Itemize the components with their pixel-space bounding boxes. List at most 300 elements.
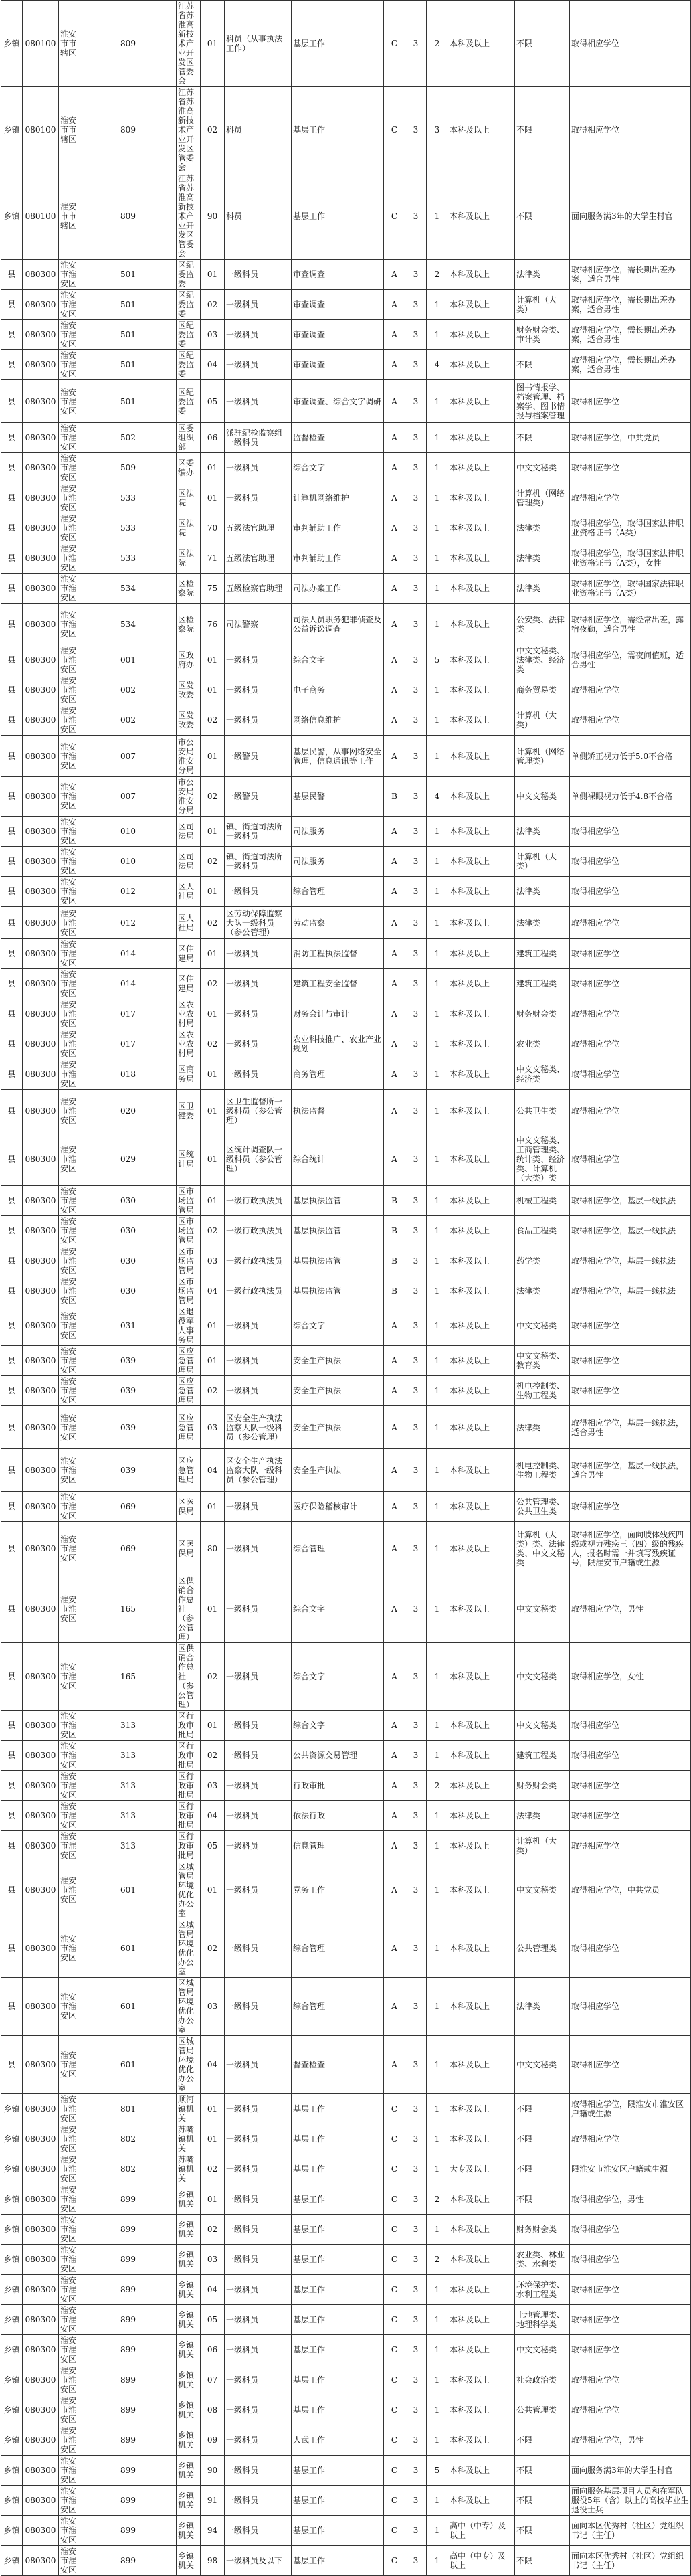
cell-region: 淮安市淮安区 [59, 1059, 80, 1090]
cell-region: 淮安市市辖区 [59, 1, 80, 87]
cell-education: 本科及以上 [448, 1711, 515, 1741]
cell-count: 1 [427, 1449, 448, 1492]
cell-post: 一级科员 [225, 645, 292, 675]
table-row [1, 320, 691, 350]
cell-category: A [384, 969, 405, 999]
cell-post: 一级科员 [225, 1059, 292, 1090]
cell-ratio: 3 [405, 423, 427, 453]
cell-ratio: 3 [405, 2516, 427, 2546]
cell-major: 法律类 [515, 877, 570, 907]
table-row [1, 847, 691, 877]
cell-ratio: 3 [405, 1801, 427, 1831]
cell-unit-code: 313 [80, 1771, 177, 1801]
cell-level: 乡镇 [1, 2335, 23, 2365]
cell-level: 乡镇 [1, 2546, 23, 2576]
cell-ratio: 3 [405, 939, 427, 969]
cell-unit-code: 809 [80, 173, 177, 260]
cell-region: 淮安市淮安区 [59, 645, 80, 675]
cell-count: 1 [427, 675, 448, 705]
cell-education: 本科及以上 [448, 999, 515, 1029]
cell-level: 县 [1, 260, 23, 290]
cell-major: 中文文秘类 [515, 453, 570, 483]
cell-category: C [384, 2335, 405, 2365]
cell-post-code: 75 [201, 574, 225, 604]
cell-major: 中文文秘类 [515, 1643, 570, 1711]
cell-region-code: 080300 [23, 1861, 59, 1919]
cell-region: 淮安市淮安区 [59, 675, 80, 705]
cell-post-code: 05 [201, 380, 225, 423]
cell-education: 本科及以上 [448, 2036, 515, 2094]
cell-level: 县 [1, 1406, 23, 1449]
cell-region-code: 080300 [23, 1276, 59, 1306]
cell-unit-code: 165 [80, 1575, 177, 1643]
cell-post: 科员（从事执法工作） [225, 1, 292, 87]
cell-count: 1 [427, 1978, 448, 2036]
cell-unit: 区纪委监委 [177, 350, 201, 380]
cell-education: 本科及以上 [448, 1306, 515, 1346]
cell-category: C [384, 2154, 405, 2184]
cell-duty: 司法办案工作 [292, 574, 384, 604]
cell-duty: 综合文字 [292, 453, 384, 483]
cell-requirement: 取得相应学位，取得国家法律职业资格证书（A类） [570, 513, 691, 543]
cell-duty: 基层工作 [292, 2215, 384, 2245]
cell-duty: 审查调查 [292, 350, 384, 380]
cell-major: 法律类 [515, 1801, 570, 1831]
cell-category: A [384, 1801, 405, 1831]
cell-requirement: 取得相应学位，取得国家法律职业资格证书（A类） [570, 574, 691, 604]
cell-ratio: 3 [405, 736, 427, 777]
cell-region: 淮安市淮安区 [59, 999, 80, 1029]
cell-category: C [384, 2305, 405, 2335]
cell-post: 区安全生产执法监察大队一级科员（参公管理） [225, 1449, 292, 1492]
cell-region-code: 080300 [23, 320, 59, 350]
cell-ratio: 3 [405, 1406, 427, 1449]
cell-count: 2 [427, 1771, 448, 1801]
cell-count: 5 [427, 645, 448, 675]
cell-region: 淮安市淮安区 [59, 604, 80, 645]
cell-post: 一级科员 [225, 2184, 292, 2215]
cell-education: 大专及以上 [448, 2154, 515, 2184]
cell-duty: 综合管理 [292, 1978, 384, 2036]
cell-post-code: 01 [201, 1306, 225, 1346]
table-row [1, 1132, 691, 1186]
cell-education: 本科及以上 [448, 1449, 515, 1492]
cell-duty: 基层工作 [292, 87, 384, 173]
cell-unit-code: 601 [80, 1978, 177, 2036]
cell-ratio: 3 [405, 2365, 427, 2395]
cell-region-code: 080300 [23, 2215, 59, 2245]
cell-level: 县 [1, 423, 23, 453]
cell-category: A [384, 939, 405, 969]
cell-post: 一级警员 [225, 777, 292, 817]
cell-education: 本科及以上 [448, 777, 515, 817]
cell-count: 1 [427, 1643, 448, 1711]
cell-post-code: 08 [201, 2395, 225, 2425]
cell-unit-code: 017 [80, 1029, 177, 1059]
cell-level: 县 [1, 1711, 23, 1741]
cell-duty: 司法服务 [292, 847, 384, 877]
cell-unit-code: 007 [80, 777, 177, 817]
cell-major: 法律类 [515, 543, 570, 574]
cell-unit-code: 020 [80, 1090, 177, 1132]
cell-region-code: 080300 [23, 736, 59, 777]
cell-region-code: 080100 [23, 173, 59, 260]
cell-post: 一级科员 [225, 2215, 292, 2245]
cell-category: A [384, 1029, 405, 1059]
cell-unit: 区市场监管局 [177, 1246, 201, 1276]
cell-unit: 区行政审批局 [177, 1801, 201, 1831]
cell-education: 本科及以上 [448, 1801, 515, 1831]
cell-category: A [384, 604, 405, 645]
cell-major: 图书情报学、档案管理、档案学、图书情报与档案管理 [515, 380, 570, 423]
cell-unit-code: 533 [80, 513, 177, 543]
cell-requirement: 取得相应学位，需长期出差办案，适合男性 [570, 260, 691, 290]
cell-major: 机械工程类 [515, 1186, 570, 1216]
cell-count: 2 [427, 2245, 448, 2275]
cell-level: 县 [1, 1801, 23, 1831]
table-body [1, 1, 691, 2576]
cell-region-code: 080300 [23, 1346, 59, 1376]
cell-requirement: 取得相应学位 [570, 2395, 691, 2425]
cell-level: 乡镇 [1, 2365, 23, 2395]
cell-major: 土地管理类、地理科学类 [515, 2305, 570, 2335]
cell-level: 县 [1, 513, 23, 543]
cell-region: 淮安市淮安区 [59, 1978, 80, 2036]
cell-region: 淮安市淮安区 [59, 1575, 80, 1643]
cell-post-code: 02 [201, 2154, 225, 2184]
cell-unit-code: 534 [80, 604, 177, 645]
cell-post-code: 02 [201, 847, 225, 877]
cell-education: 本科及以上 [448, 1831, 515, 1861]
cell-requirement: 取得相应学位 [570, 2305, 691, 2335]
cell-post-code: 02 [201, 777, 225, 817]
cell-level: 县 [1, 380, 23, 423]
cell-unit: 区司法局 [177, 847, 201, 877]
cell-education: 高中（中专）及以上 [448, 2546, 515, 2576]
cell-post-code: 03 [201, 320, 225, 350]
table-row [1, 817, 691, 847]
cell-unit: 苏嘴镇机关 [177, 2154, 201, 2184]
cell-post: 镇、街道司法所一级科员 [225, 817, 292, 847]
cell-unit-code: 899 [80, 2215, 177, 2245]
cell-education: 本科及以上 [448, 877, 515, 907]
cell-region-code: 080300 [23, 1831, 59, 1861]
cell-category: C [384, 2516, 405, 2546]
cell-region: 淮安市淮安区 [59, 705, 80, 736]
cell-major: 中文文秘类、工商管理类、统计类、经济类、计算机（大类）类 [515, 1132, 570, 1186]
cell-unit-code: 809 [80, 1, 177, 87]
cell-ratio: 3 [405, 645, 427, 675]
cell-level: 县 [1, 453, 23, 483]
cell-education: 本科及以上 [448, 173, 515, 260]
cell-level: 县 [1, 877, 23, 907]
cell-major: 公共卫生类 [515, 1090, 570, 1132]
cell-level: 乡镇 [1, 2094, 23, 2124]
cell-duty: 公共资源交易管理 [292, 1741, 384, 1771]
cell-unit: 乡镇机关 [177, 2546, 201, 2576]
cell-post: 一级科员 [225, 1029, 292, 1059]
cell-region-code: 080300 [23, 1059, 59, 1090]
cell-post-code: 02 [201, 1919, 225, 1978]
cell-post-code: 04 [201, 1276, 225, 1306]
cell-post-code: 01 [201, 1861, 225, 1919]
cell-count: 1 [427, 1711, 448, 1741]
cell-ratio: 3 [405, 2275, 427, 2305]
cell-category: B [384, 777, 405, 817]
cell-duty: 监督检查 [292, 423, 384, 453]
table-row [1, 2245, 691, 2275]
cell-unit: 区行政审批局 [177, 1741, 201, 1771]
cell-region: 淮安市淮安区 [59, 1406, 80, 1449]
cell-unit: 区城管局环境优化办公室 [177, 1978, 201, 2036]
cell-requirement: 面向本区优秀村（社区）党组织书记（主任） [570, 2516, 691, 2546]
cell-requirement: 取得相应学位，需夜间值班，适合男性 [570, 645, 691, 675]
cell-ratio: 3 [405, 675, 427, 705]
cell-count: 1 [427, 173, 448, 260]
cell-level: 乡镇 [1, 87, 23, 173]
cell-education: 本科及以上 [448, 1376, 515, 1406]
cell-unit: 乡镇机关 [177, 2365, 201, 2395]
cell-ratio: 3 [405, 2425, 427, 2456]
cell-education: 本科及以上 [448, 320, 515, 350]
cell-major: 法律类 [515, 1276, 570, 1306]
cell-region-code: 080300 [23, 817, 59, 847]
cell-duty: 综合文字 [292, 1643, 384, 1711]
cell-level: 县 [1, 817, 23, 847]
cell-unit: 区医保局 [177, 1492, 201, 1522]
cell-post-code: 05 [201, 1831, 225, 1861]
cell-post: 一级科员 [225, 1376, 292, 1406]
cell-post-code: 05 [201, 2305, 225, 2335]
cell-category: C [384, 2184, 405, 2215]
cell-post: 一级行政执法员 [225, 1276, 292, 1306]
cell-unit: 区纪委监委 [177, 260, 201, 290]
cell-ratio: 3 [405, 1449, 427, 1492]
cell-education: 本科及以上 [448, 939, 515, 969]
cell-duty: 医疗保险稽核审计 [292, 1492, 384, 1522]
cell-education: 本科及以上 [448, 543, 515, 574]
cell-unit: 区城管局环境优化办公室 [177, 1919, 201, 1978]
cell-level: 乡镇 [1, 2516, 23, 2546]
cell-major: 不限 [515, 2184, 570, 2215]
cell-requirement: 取得相应学位，女性 [570, 1643, 691, 1711]
cell-level: 县 [1, 1643, 23, 1711]
cell-major: 财务财会类 [515, 999, 570, 1029]
cell-duty: 财务会计与审计 [292, 999, 384, 1029]
cell-level: 县 [1, 999, 23, 1029]
cell-region: 淮安市淮安区 [59, 2094, 80, 2124]
cell-post-code: 04 [201, 2275, 225, 2305]
cell-post-code: 01 [201, 939, 225, 969]
cell-region-code: 080300 [23, 1522, 59, 1575]
cell-count: 1 [427, 513, 448, 543]
cell-unit: 区市场监管局 [177, 1186, 201, 1216]
cell-education: 本科及以上 [448, 2094, 515, 2124]
cell-major: 法律类 [515, 260, 570, 290]
cell-unit-code: 014 [80, 969, 177, 999]
cell-region: 淮安市淮安区 [59, 736, 80, 777]
cell-major: 计算机（网络管理类） [515, 483, 570, 513]
cell-requirement: 面向服务基层项目人员和在军队服役5年（含）以上的高校毕业生退役士兵 [570, 2486, 691, 2516]
cell-region-code: 080300 [23, 2275, 59, 2305]
cell-count: 1 [427, 320, 448, 350]
cell-region: 淮安市淮安区 [59, 1376, 80, 1406]
cell-duty: 基层执法监管 [292, 1186, 384, 1216]
cell-unit: 市公安局淮安分局 [177, 777, 201, 817]
cell-unit-code: 313 [80, 1801, 177, 1831]
cell-post-code: 03 [201, 1406, 225, 1449]
cell-duty: 基层工作 [292, 2456, 384, 2486]
cell-unit: 区行政审批局 [177, 1831, 201, 1861]
cell-region: 淮安市淮安区 [59, 453, 80, 483]
cell-region-code: 080300 [23, 1216, 59, 1246]
cell-unit-code: 601 [80, 1861, 177, 1919]
cell-unit-code: 601 [80, 1919, 177, 1978]
cell-region: 淮安市淮安区 [59, 543, 80, 574]
cell-count: 1 [427, 2305, 448, 2335]
cell-region-code: 080300 [23, 2365, 59, 2395]
cell-education: 本科及以上 [448, 2395, 515, 2425]
table-row [1, 2516, 691, 2546]
cell-ratio: 3 [405, 1090, 427, 1132]
cell-requirement: 取得相应学位 [570, 1978, 691, 2036]
table-row [1, 969, 691, 999]
cell-unit-code: 509 [80, 453, 177, 483]
cell-education: 本科及以上 [448, 817, 515, 847]
cell-duty: 综合文字 [292, 645, 384, 675]
cell-count: 1 [427, 1306, 448, 1346]
cell-duty: 建筑工程安全监督 [292, 969, 384, 999]
cell-level: 县 [1, 1492, 23, 1522]
cell-requirement: 取得相应学位 [570, 1919, 691, 1978]
cell-post: 一级科员 [225, 1919, 292, 1978]
cell-post-code: 90 [201, 2456, 225, 2486]
cell-unit-code: 313 [80, 1711, 177, 1741]
cell-ratio: 3 [405, 2305, 427, 2335]
cell-requirement: 取得相应学位 [570, 705, 691, 736]
cell-unit: 市公安局淮安分局 [177, 736, 201, 777]
cell-major: 中文文秘类 [515, 2036, 570, 2094]
cell-major: 财务财会类 [515, 1771, 570, 1801]
cell-level: 县 [1, 907, 23, 939]
cell-education: 本科及以上 [448, 969, 515, 999]
cell-duty: 基层工作 [292, 2516, 384, 2546]
cell-category: A [384, 675, 405, 705]
cell-major: 中文文秘类、经济类 [515, 1059, 570, 1090]
cell-region: 淮安市淮安区 [59, 2516, 80, 2546]
cell-count: 3 [427, 87, 448, 173]
cell-post-code: 02 [201, 969, 225, 999]
table-row [1, 1376, 691, 1406]
cell-requirement: 取得相应学位 [570, 847, 691, 877]
cell-post: 一级科员 [225, 1861, 292, 1919]
cell-region-code: 080300 [23, 2184, 59, 2215]
table-row [1, 173, 691, 260]
cell-post-code: 03 [201, 2245, 225, 2275]
cell-major: 机电控制类、生物工程类 [515, 1376, 570, 1406]
cell-category: A [384, 1376, 405, 1406]
cell-unit: 区商务局 [177, 1059, 201, 1090]
cell-requirement: 面向服务满3年的大学生村官 [570, 173, 691, 260]
cell-education: 本科及以上 [448, 1919, 515, 1978]
cell-education: 本科及以上 [448, 1978, 515, 2036]
cell-count: 1 [427, 1831, 448, 1861]
cell-category: A [384, 1978, 405, 2036]
cell-major: 法律类 [515, 907, 570, 939]
table-row [1, 2395, 691, 2425]
cell-education: 本科及以上 [448, 1059, 515, 1090]
cell-major: 法律类 [515, 513, 570, 543]
cell-level: 县 [1, 1376, 23, 1406]
cell-duty: 基层工作 [292, 2365, 384, 2395]
cell-unit: 乡镇机关 [177, 2456, 201, 2486]
cell-post-code: 04 [201, 2036, 225, 2094]
cell-post-code: 01 [201, 877, 225, 907]
cell-count: 1 [427, 380, 448, 423]
cell-category: A [384, 1406, 405, 1449]
cell-count: 1 [427, 1276, 448, 1306]
cell-count: 2 [427, 1, 448, 87]
cell-region: 淮安市淮安区 [59, 2245, 80, 2275]
cell-count: 1 [427, 907, 448, 939]
cell-level: 县 [1, 736, 23, 777]
cell-level: 县 [1, 1216, 23, 1246]
cell-education: 本科及以上 [448, 1406, 515, 1449]
cell-education: 本科及以上 [448, 705, 515, 736]
cell-requirement: 取得相应学位，需长期出差办案，适合男性 [570, 350, 691, 380]
cell-major: 社会政治类 [515, 2365, 570, 2395]
cell-region: 淮安市淮安区 [59, 260, 80, 290]
cell-region-code: 080300 [23, 380, 59, 423]
cell-category: A [384, 1741, 405, 1771]
cell-education: 本科及以上 [448, 513, 515, 543]
cell-region: 淮安市淮安区 [59, 2184, 80, 2215]
cell-duty: 计算机网络维护 [292, 483, 384, 513]
cell-post: 五级法官助理 [225, 513, 292, 543]
cell-region: 淮安市淮安区 [59, 877, 80, 907]
cell-region: 淮安市淮安区 [59, 1771, 80, 1801]
cell-count: 1 [427, 2486, 448, 2516]
cell-unit: 区农业农村局 [177, 999, 201, 1029]
cell-level: 乡镇 [1, 2395, 23, 2425]
cell-region-code: 080300 [23, 1741, 59, 1771]
cell-level: 乡镇 [1, 2245, 23, 2275]
table-row [1, 87, 691, 173]
table-row [1, 675, 691, 705]
cell-education: 本科及以上 [448, 2275, 515, 2305]
cell-region-code: 080300 [23, 1978, 59, 2036]
cell-count: 1 [427, 574, 448, 604]
cell-duty: 综合管理 [292, 1522, 384, 1575]
cell-post-code: 98 [201, 2546, 225, 2576]
cell-post: 一级警员 [225, 736, 292, 777]
cell-unit: 区纪委监委 [177, 380, 201, 423]
cell-level: 县 [1, 574, 23, 604]
cell-education: 高中（中专）及以上 [448, 2516, 515, 2546]
cell-duty: 党务工作 [292, 1861, 384, 1919]
cell-requirement: 取得相应学位 [570, 1090, 691, 1132]
cell-category: A [384, 290, 405, 320]
cell-category: C [384, 2395, 405, 2425]
cell-post-code: 04 [201, 350, 225, 380]
cell-region: 淮安市淮安区 [59, 1186, 80, 1216]
cell-education: 本科及以上 [448, 1246, 515, 1276]
cell-unit-code: 501 [80, 290, 177, 320]
cell-unit-code: 899 [80, 2245, 177, 2275]
table-row [1, 907, 691, 939]
cell-unit: 乡镇机关 [177, 2305, 201, 2335]
cell-duty: 审查调查 [292, 290, 384, 320]
